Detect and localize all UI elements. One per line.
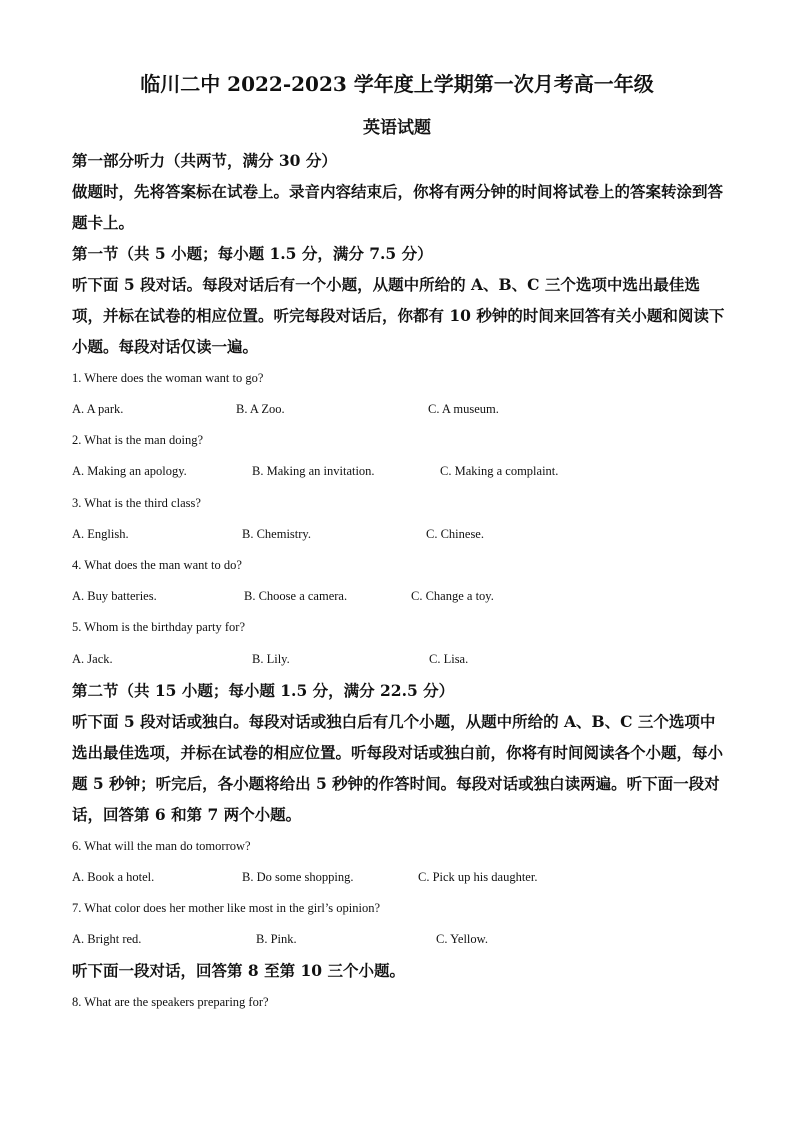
option-c: C. A museum. (428, 402, 499, 416)
option-c: C. Pick up his daughter. (418, 870, 538, 884)
part1-instructions: 做题时，先将答案标在试卷上。录音内容结束后，你将有两分钟的时间将试卷上的答案转涂到答题卡上。 (72, 182, 724, 232)
option-b: B. Chemistry. (242, 527, 311, 541)
option-c: C. Making a complaint. (440, 464, 559, 478)
option-b: B. Pink. (256, 932, 297, 946)
exam-subject: 英语试题 (363, 118, 431, 138)
option-a: A. English. (72, 527, 129, 541)
question-5: 5. Whom is the birthday party for? (72, 620, 245, 634)
option-a: A. A park. (72, 402, 124, 416)
section1-heading: 第一节（共 5 小题；每小题 1.5 分，满分 7.5 分） (72, 244, 433, 263)
option-a: A. Buy batteries. (72, 589, 157, 603)
option-c: C. Yellow. (436, 932, 488, 946)
exam-title: 临川二中 2022-2023 学年度上学期第一次月考高一年级 (140, 72, 654, 96)
question-4-options (72, 589, 728, 607)
question-7-options (72, 932, 728, 950)
question-3-options (72, 527, 728, 545)
question-5-options (72, 652, 728, 670)
part1-heading: 第一部分听力（共两节，满分 30 分） (72, 151, 337, 170)
question-2-options (72, 464, 728, 482)
question-6-options (72, 870, 728, 888)
option-b: B. Lily. (252, 652, 290, 666)
question-6: 6. What will the man do tomorrow? (72, 839, 251, 853)
question-8: 8. What are the speakers preparing for? (72, 995, 269, 1009)
section1-instructions: 听下面 5 段对话。每段对话后有一个小题，从题中所给的 A、B、C 三个选项中选出最佳选项，并标在试卷的相应位置。听完每段对话后，你都有 10 秒钟的时间来回答有关小题和阅读下小题。每段对话仅读一遍。 (72, 275, 725, 356)
question-7: 7. What color does her mother like most in the girl’s opinion? (72, 901, 381, 915)
option-c: C. Lisa. (429, 652, 469, 666)
section2-instructions: 听下面 5 段对话或独白。每段对话或独白后有几个小题，从题中所给的 A、B、C 三个选项中选出最佳选项，并标在试卷的相应位置。听每段对话或独白前，你将有时间阅读各个小题，每小题 5 秒钟；听完后，各小题将给出 5 秒钟的作答时间。每段对话或独白读两遍。听下面一段对话，回答第 6 和第 7 两个小题。 (72, 712, 724, 824)
option-c: C. Change a toy. (411, 589, 494, 603)
option-a: A. Jack. (72, 652, 113, 666)
option-b: B. A Zoo. (236, 402, 285, 416)
option-a: A. Bright red. (72, 932, 142, 946)
option-c: C. Chinese. (426, 527, 484, 541)
option-b: B. Making an invitation. (252, 464, 375, 478)
section2-sub-instruction: 听下面一段对话，回答第 8 至第 10 三个小题。 (72, 961, 405, 980)
option-b: B. Choose a camera. (244, 589, 348, 603)
option-a: A. Making an apology. (72, 464, 187, 478)
question-4: 4. What does the man want to do? (72, 558, 242, 572)
section2-heading: 第二节（共 15 小题；每小题 1.5 分，满分 22.5 分） (72, 681, 455, 700)
option-a: A. Book a hotel. (72, 870, 155, 884)
question-1: 1. Where does the woman want to go? (72, 371, 264, 385)
question-1-options (72, 402, 728, 420)
question-2: 2. What is the man doing? (72, 433, 203, 447)
option-b: B. Do some shopping. (242, 870, 354, 884)
question-3: 3. What is the third class? (72, 496, 201, 510)
